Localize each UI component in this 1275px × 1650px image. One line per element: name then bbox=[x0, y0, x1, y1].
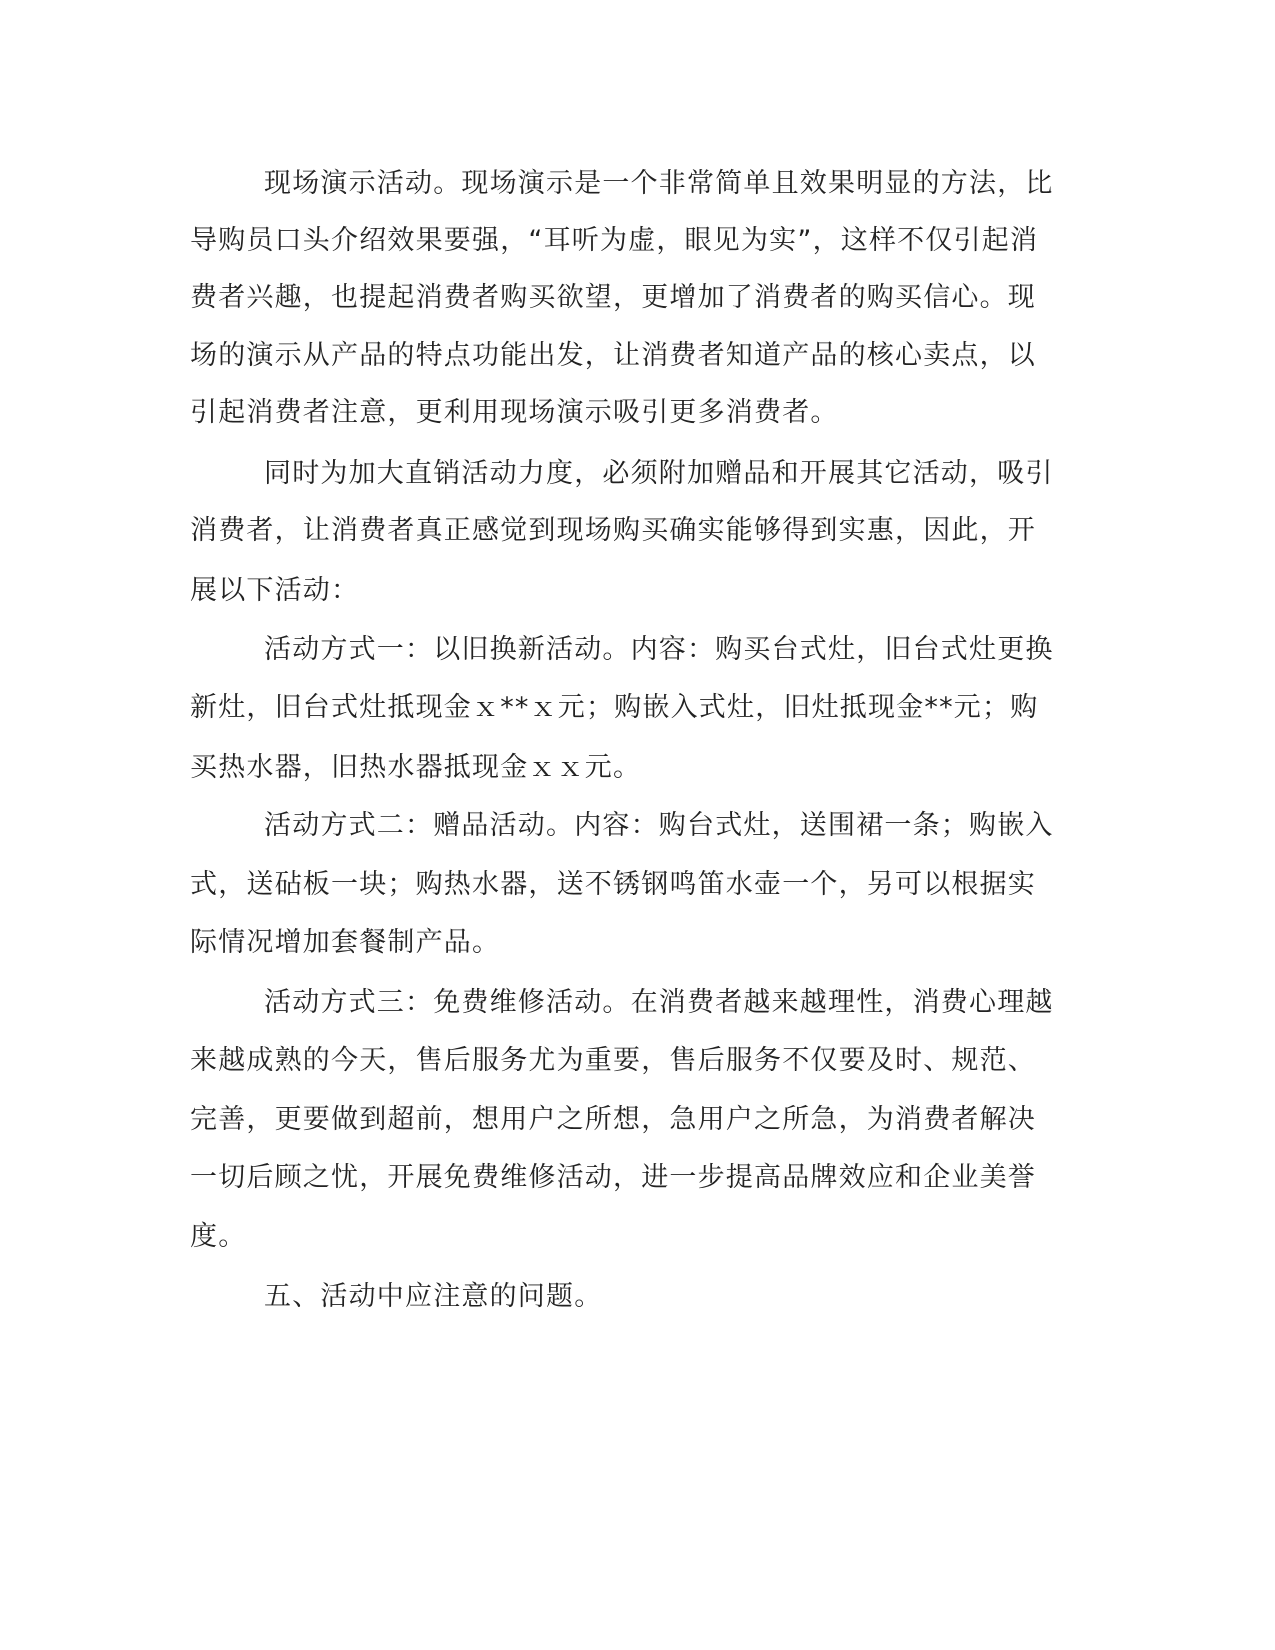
paragraph-line: 同时为加大直销活动力度，必须附加赠品和开展其它活动，吸引 bbox=[264, 458, 1054, 489]
paragraph-line: 新灶，旧台式灶抵现金ｘ**ｘ元；购嵌入式灶，旧灶抵现金**元；购 bbox=[190, 692, 1039, 723]
paragraph-line: 度。 bbox=[190, 1221, 247, 1252]
paragraph-line: 际情况增加套餐制产品。 bbox=[190, 927, 501, 958]
paragraph-line: 买热水器，旧热水器抵现金ｘｘ元。 bbox=[190, 752, 642, 783]
section-heading: 五、活动中应注意的问题。 bbox=[264, 1281, 603, 1312]
paragraph-line: 现场演示活动。现场演示是一个非常简单且效果明显的方法，比 bbox=[264, 168, 1054, 199]
paragraph-line: 活动方式一：以旧换新活动。内容：购买台式灶，旧台式灶更换 bbox=[264, 634, 1054, 665]
paragraph-line: 场的演示从产品的特点功能出发，让消费者知道产品的核心卖点，以 bbox=[190, 340, 1036, 371]
paragraph-line: 一切后顾之忧，开展免费维修活动，进一步提高品牌效应和企业美誉 bbox=[190, 1162, 1036, 1193]
paragraph-line: 展以下活动： bbox=[190, 575, 360, 606]
paragraph-line: 来越成熟的今天，售后服务尤为重要，售后服务不仅要及时、规范、 bbox=[190, 1045, 1036, 1076]
paragraph-line: 活动方式二：赠品活动。内容：购台式灶，送围裙一条；购嵌入 bbox=[264, 810, 1054, 841]
paragraph-line: 消费者，让消费者真正感觉到现场购买确实能够得到实惠，因此，开 bbox=[190, 515, 1036, 546]
paragraph-line: 式，送砧板一块；购热水器，送不锈钢鸣笛水壶一个，另可以根据实 bbox=[190, 869, 1036, 900]
paragraph-line: 导购员口头介绍效果要强，“耳听为虚，眼见为实”，这样不仅引起消 bbox=[190, 225, 1039, 256]
paragraph-line: 费者兴趣，也提起消费者购买欲望，更增加了消费者的购买信心。现 bbox=[190, 282, 1036, 313]
paragraph-line: 引起消费者注意，更利用现场演示吸引更多消费者。 bbox=[190, 397, 839, 428]
paragraph-line: 活动方式三：免费维修活动。在消费者越来越理性，消费心理越 bbox=[264, 987, 1054, 1018]
paragraph-line: 完善，更要做到超前，想用户之所想，急用户之所急，为消费者解决 bbox=[190, 1104, 1036, 1135]
